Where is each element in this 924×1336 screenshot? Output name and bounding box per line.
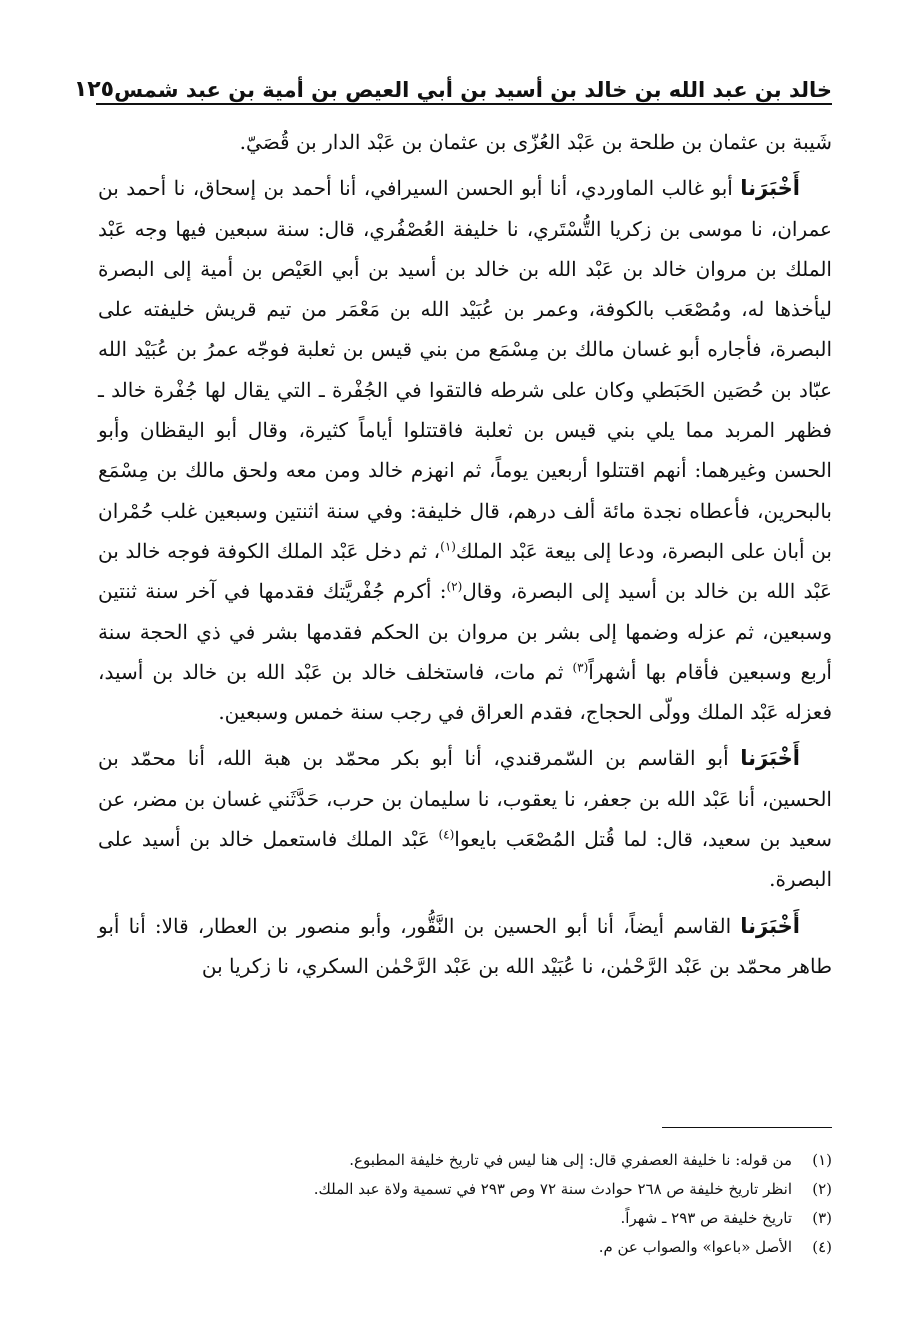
main-text <box>98 122 832 986</box>
footnote-mark: (٤) <box>812 1238 832 1256</box>
paragraph-4 <box>98 906 832 987</box>
footnote-ref-2: (٢) <box>446 579 463 594</box>
footnote-separator <box>662 1127 832 1128</box>
footnote-4 <box>98 1233 832 1262</box>
footnote-3 <box>98 1204 832 1233</box>
paragraph-text: ثم مات، فاستخلف خالد بن عَبْد الله بن خالد بن أسيد، فعزله عَبْد الملك وولّى الحجاج، فقدم العراق في رجب سنة خمس وسبعين. <box>98 659 832 725</box>
paragraph-lead-word: أَخْبَرَنا <box>740 176 800 201</box>
running-header-title: خالد بن عبد الله بن خالد بن أسيد بن أبي العيص بن أمية بن عبد شمس <box>114 78 832 102</box>
footnote-2 <box>98 1175 832 1204</box>
header-rule <box>96 103 832 105</box>
footnote-text: تاريخ خليفة ص ٢٩٣ ـ شهراً. <box>620 1209 792 1227</box>
footnote-mark: (٢) <box>812 1180 832 1198</box>
paragraph-text: أبو القاسم بن السّمرقندي، أنا أبو بكر محمّد بن هبة الله، أنا محمّد بن الحسين، أنا عَبْد الله بن جعفر، نا يعقوب، نا سليمان بن حرب، حَدَّثَني غسان بن مضر، عن سعيد بن سعيد، قال: لما قُتل المُصْعَب بايعوا <box>98 746 833 852</box>
footnote-ref-4: (٤) <box>438 827 455 842</box>
footnote-1 <box>98 1146 832 1175</box>
paragraph-lead-word: أَخْبَرَنا <box>740 746 800 771</box>
running-header <box>73 62 832 102</box>
paragraph-text: شَيبة بن عثمان بن طلحة بن عَبْد العُزّى بن عثمان بن عَبْد الدار بن قُصَيّ. <box>239 130 832 154</box>
paragraph-2 <box>98 168 832 732</box>
paragraph-3 <box>98 738 832 899</box>
paragraph-lead-word: أَخْبَرَنا <box>740 913 800 938</box>
paragraph-text: أبو غالب الماوردي، أنا أبو الحسن السيرافي، أنا أحمد بن إسحاق، نا أحمد بن عمران، نا موسى بن زكريا التُّسْتَري، نا خليفة العُصْفُري، قال: سنة سبعين فيها وجه عَبْد الملك بن مروان خالد بن عَبْد الله بن خالد بن أسيد بن أبي العَيْص بن أمية إلى البصرة ليأخذها له، ومُصْعَب بالكوفة، وعمر بن عُبَيْد الله بن مَعْمَر من تيم قريش خليفته على البصرة، فأجاره أبو غسان مالك بن مِسْمَع من بني قيس بن ثعلبة فوجّه عمرُ بن عُبَيْد الله عبّاد بن حُصَين الحَبَطي وكان على شرطه فالتقوا في الجُفْرة ـ التي يقال لها جُفْرة خالد ـ فظهر المربد مما يلي بني قيس بن ثعلبة فاقتتلوا أياماً كثيرة، وقال أبو اليقظان وأبو الحسن وغيرهما: أنهم اقتتلوا أربعين يوماً، ثم انهزم خالد ومن معه ولحق مالك بن مِسْمَع بالبحرين، فأعطاه نجدة مائة ألف درهم، قال خليفة: وفي سنة اثنتين وسبعين غلب حُمْران بن أبان على البصرة، ودعا إلى بيعة عَبْد الملك <box>98 176 832 563</box>
footnote-mark: (١) <box>812 1151 832 1169</box>
footnote-ref-3: (٣) <box>572 660 589 675</box>
footnote-text: من قوله: نا خليفة العصفري قال: إلى هنا ليس في تاريخ خليفة المطبوع. <box>349 1151 792 1169</box>
footnote-text: انظر تاريخ خليفة ص ٢٦٨ حوادث سنة ٧٢ وص ٢٩٣ في تسمية ولاة عبد الملك. <box>313 1180 792 1198</box>
footnote-mark: (٣) <box>812 1209 832 1227</box>
paragraph-1 <box>98 122 832 162</box>
footnote-text: الأصل «باعوا» والصواب عن م. <box>598 1238 792 1256</box>
footnote-ref-1: (١) <box>440 539 456 554</box>
paragraph-text: عَبْد الملك فاستعمل خالد بن أسيد على البصرة. <box>98 827 832 892</box>
paragraph-text: ، ثم دخل عَبْد الملك الكوفة فوجه خالد بن عَبْد الله بن خالد بن أسيد إلى البصرة، وقال <box>98 538 832 604</box>
paragraph-text: القاسم أيضاً، أنا أبو الحسين بن النَّقُّور، وأبو منصور بن العطار، قالا: أنا أبو طاهر محمّد بن عَبْد الرَّحْمٰن، نا عُبَيْد الله بن عَبْد الرَّحْمٰن السكري، نا زكريا بن <box>98 913 832 978</box>
paragraph-text: : أكرم جُفْريَّتك فقدمها في آخر سنة ثنتين وسبعين، ثم عزله وضمها إلى بشر بن مروان بن الحكم فقدمها بشر في ذي الحجة سنة أربع وسبعين فأقام بها أشهراً <box>98 579 832 684</box>
page-number: ١٢٥ <box>73 77 115 102</box>
footnotes <box>98 1146 832 1262</box>
